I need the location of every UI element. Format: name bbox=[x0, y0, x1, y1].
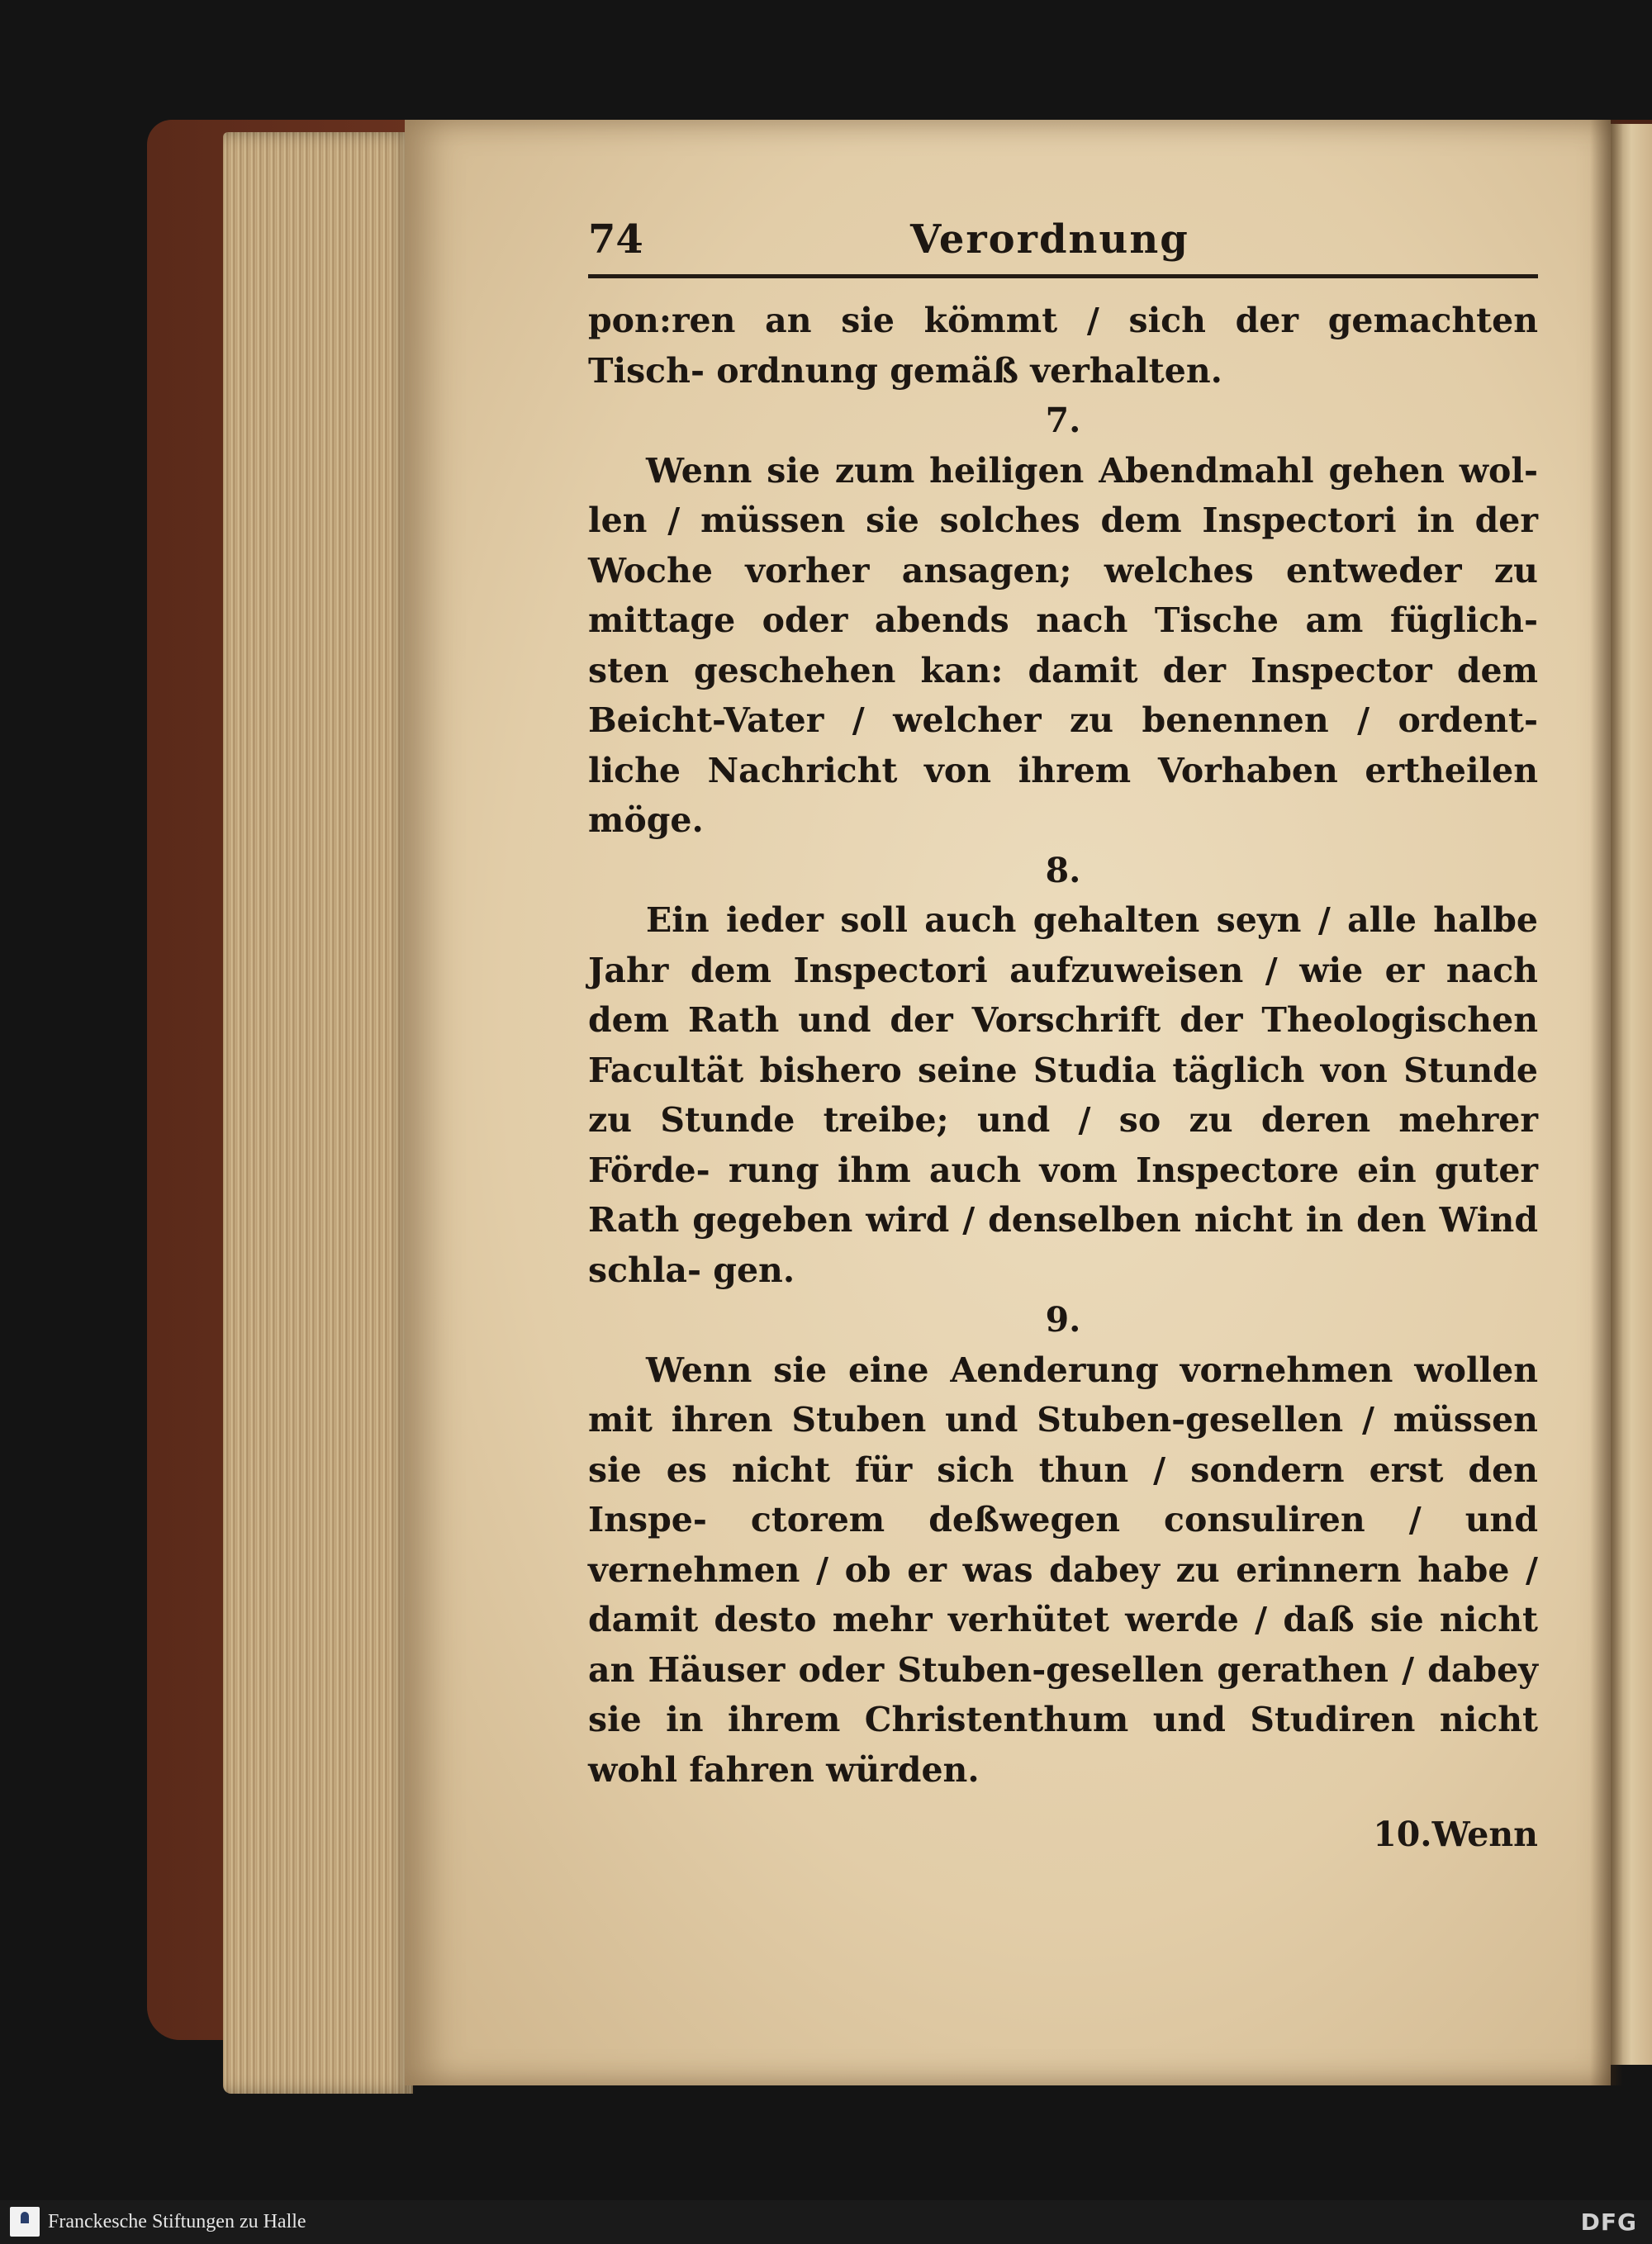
section-number-8: 8. bbox=[1045, 850, 1081, 890]
page-number: 74 bbox=[588, 216, 643, 263]
institution-name: Franckesche Stiftungen zu Halle bbox=[48, 2211, 306, 2232]
viewer-footer bbox=[0, 2200, 1652, 2244]
paragraph-7: Wenn sie zum heiligen Abendmahl gehen wol- len / müssen sie solches dem Inspectori in der Woche vorher ansagen; welches entweder zu mittage oder abends nach Tische am füglich- sten geschehen kan: damit der Inspector dem Beicht-Vater / welcher zu benennen / ordent- liche Nachricht von ihrem Vorhaben ertheilen möge. bbox=[588, 450, 1538, 840]
page-block-edges bbox=[223, 132, 413, 2094]
page-body bbox=[588, 296, 1538, 1860]
header-rule bbox=[588, 274, 1538, 278]
catchword: 10.Wenn bbox=[1373, 1815, 1538, 1854]
logo-mark bbox=[21, 2212, 29, 2223]
gutter-shadow bbox=[1590, 120, 1623, 2085]
funder-logo: DFG bbox=[1580, 2208, 1637, 2236]
section-number-9: 9. bbox=[1045, 1300, 1081, 1340]
paragraph-8: Ein ieder soll auch gehalten seyn / alle halbe Jahr dem Inspectori aufzuweisen / wie er nach dem Rath und der Vorschrift der Theologischen Facultät bishero seine Studia täglich von Stunde zu Stunde treibe; und / so zu deren mehrer Förde- rung ihm auch vom Inspectore ein guter Rath gegeben wird / denselben nicht in den Wind schla- gen. bbox=[588, 900, 1538, 1290]
running-head: Verordnung bbox=[910, 216, 1189, 263]
paragraph-continued: pon:ren an sie kömmt / sich der gemachten Tisch- ordnung gemäß verhalten. bbox=[588, 301, 1538, 391]
paragraph-9: Wenn sie eine Aenderung vornehmen wollen mit ihren Stuben und Stuben-gesellen / müssen sie es nicht für sich thun / sondern erst den Inspe- ctorem deßwegen consuliren / und vernehmen / ob er was dabey zu erinnern habe / damit desto mehr verhütet werde / daß sie nicht an Häuser oder Stuben-gesellen gerathen / dabey sie in ihrem Christenthum und Studiren nicht wohl fahren würden. bbox=[588, 1350, 1538, 1790]
section-number-7: 7. bbox=[1045, 401, 1081, 440]
institution-logo-icon bbox=[10, 2207, 40, 2237]
